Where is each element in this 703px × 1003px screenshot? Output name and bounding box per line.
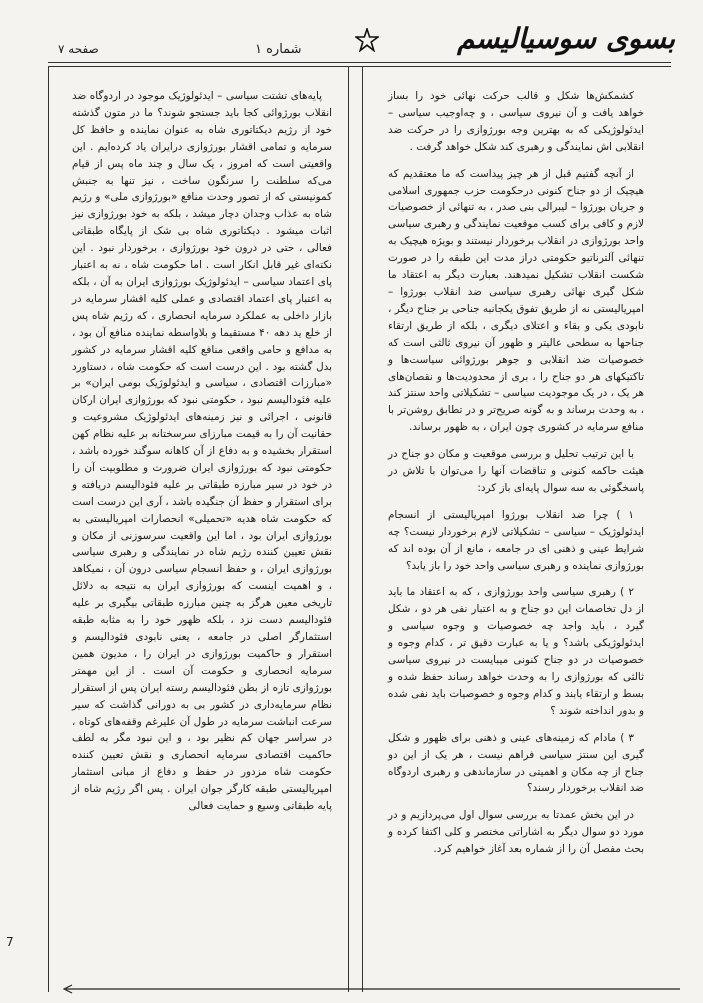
footer-arrow-icon (60, 984, 680, 994)
masthead (355, 22, 675, 66)
question-3: ۳ ) مادام که زمینه‌های عینی و ذهنی برای ظهور و شکل گیری این سنتز سیاسی فراهم نیست ، هر یک از این دو جناح از چه مکان و اهمیتی در سازماندهی و رهبری اردوگاه ضد انقلاب برخوردار رسند؟ (388, 731, 644, 795)
question-1: ۱ ) چرا ضد انقلاب بورژوا امپریالیستی از انسجام ایدئولوژیک – سیاسی – تشکیلاتی لازم برخوردار نیست؟ چه شرایط عینی و ذهنی ای در جامعه ، مانع از آن بوده اند که بورژوازی نماینده و رهبری سیاسی واحد خود را باز یابد؟ (388, 508, 644, 572)
footer-page-number: 7 (6, 935, 14, 949)
left-column (72, 88, 332, 815)
question-2: ۲ ) رهبری سیاسی واحد بورژوازی ، که به اعتقاد ما باید از دل تخاصمات این دو جناح و به اعتبار نفی هر دو ، شکل گیرد ، باید واجد چه خصوصیات و وجوه سیاسی و ایدئولوژیکی باشد؟ و یا به عبارت دقیق تر ، کدام وجوه و خصوصیات در دو جناح کنونی میبایست در نیروی سیاسی ثالثی که بورژوازی را به وحدت خواهد رساند حفظ شده و بسط و ارتقاء یابند و کدام وجوه و خصوصیات باید نفی شده و بدور انداخته شوند ؟ (388, 586, 644, 717)
right-column (388, 88, 644, 868)
paragraph: پایه‌های تشتت سیاسی – ایدئولوژیک موجود در اردوگاه ضد انقلاب بورژوائی کجا باید جستجو شوند؟ ما در متون گذشته خود از رژیم دیکتاتوری شاه به عنوان نماینده و حافظ کل سرمایه و تمامی اقشار بورژوازی درایران یاد کرده‌ایم . این واقعیتی است که امروز ، یک سال و چند ماه پس از قیام می‌که سلطنت را سرنگون ساخت ، نیز تنها به جنبش کمونیستی که از تصور وحدت منافع «بورژوازی ملی» و رژیم شاه به عذاب وجدان دچار میشد ، بلکه به خود بورژوازی نیز اثبات میشود . دیکتاتوری شاه بی شک از پایگاه طبقاتی فعالی ، حتی در درون خود بورژوازی ، برخوردار نبود . این نکته‌ای غیر قابل انکار است . اما حکومت شاه ، نه به اعتبار پای اعتماد سیاسی – ایدئولوژیک بورژوازی ایران به آن ، بلکه به اعتبار پای اعتماد اقتصادی و عملی کلیه اقشار سرمایه در بازار داخلی به عملکرد سرمایه انحصاری ، که رژیم شاه پس از خلع ید دهه ۴۰ مستقیما و بلاواسطه نماینده منافع آن بود ، به مدافع و حامی واقعی منافع کلیه اقشار سرمایه در کشور بدل گشته بود . این درست است که حکومت شاه ، دستاورد «مبارزات اقتصادی ، سیاسی و ایدئولوژیک بومی ایران» بر علیه فئودالیسم نبود ، حکومتی نبود که بورژوازی ایران ارکان قانونی ، اجرائی و نیز زمینه‌های ایدئولوژیک مشروعیت و حقانیت آن را به قیمت مبارزای سرسختانه بر علیه نظام کهن استقرار بخشیده و به دفاع از آن کاهانه سوگند خورده باشد ، حکومتی نبود که بورژوازی ایران ضرورت و مطلوبیت آن را در خود در سیر مبارزه طبقاتی بر علیه فئودالیسم دریافته و برای استقرار و حفظ آن جنگیده باشد ، آری این درست است که حکومت شاه هدیه «تحمیلی» انحصارات امپریالیستی به بورژوازی ایران بود ، اما این واقعیت سرسوزنی از مکان و نقش تعیین کننده رژیم شاه در نمایندگی و رهبری سیاسی بورژوازی ایران ، و حفظ انسجام سیاسی درون آن ، نمیکاهد ، و اهمیت اینست که بورژوازی ایران به نتیجه به دلائل تاریخی معین هرگز به چنین مبارزه طبقاتی بیگیری بر علیه فئودالیسم دست نزد ، بلکه ظهور خود را به مثابه طبقه استثمارگر اصلی در جامعه ، یعنی نابودی فئودالیسم و استقرار و حاکمیت بورژوازی در ایران را ، مدیون همین سرمایه انحصاری و حکومت آن است . از این مهمتر بورژوازی تازه از بطن فئودالیسم رسته ایران پس از استقرار نظام سرمایه‌داری در کشور بی به دورانی گذاشت که سیر سرعت انباشت سرمایه در طول آن علیرغم وقفه‌های کوتاه ، در سراسر جهان کم نظیر بود ، و این نبود مگر به لطف حاکمیت اقتصادی سرمایه انحصاری و نقش تعیین کننده حکومت شاه مزدور در حفظ و دفاع از مبانی استثمار امپریالیستی طبقه کارگر جوان ایران . پس اگر رژیم شاه از پایه طبقاتی وسیع و حمایت فعالی (72, 90, 332, 813)
header-rule (48, 62, 671, 63)
paragraph: کشمکش‌ها شکل و قالب حرکت نهائی خود را بساز خواهد یافت و آن نیروی سیاسی ، و چه‌اوجیب سیاسی – ایدئولوژیکی که به بهترین وجه بورژوازی را در حرکت ضد انقلابی اش نمایندگی و رهبری کند شکل خواهد گرفت . (388, 90, 644, 153)
page-label: صفحه ۷ (58, 42, 99, 56)
masthead-title: بسوی سوسیالیسم (457, 22, 675, 55)
column-divider (348, 66, 349, 992)
column-divider-inner (362, 66, 363, 992)
paragraph: از آنچه گفتیم قبل از هر چیز پیداست که ما معتقدیم که هیچیک از دو جناح کنونی درحکومت حزب جمهوری اسلامی و جریان بورژوا – لیبرالی بنی صدر ، به تنهائی از خصوصیات لازم و کافی برای کسب موقعیت نمایندگی و رهبری سیاسی واحد بورژوازی در انقلاب برخوردار نیستند و بویژه هیچیک به تنهائی آلترناتیو حکومتی دراز مدت این طبقه را در صورت شکست انقلاب تشکیل نمیدهند. بعبارت دیگر به اعتقاد ما شکل گیری نهائی رهبری سیاسی ضد انقلاب بورژوا – امپریالیستی نه از طریق تفوق یکجانبه جناحی بر جناح دیگر ، نابودی یکی و بقاء و اعتلای دیگری ، بلکه از طریق ارتقاء جناحها به سطحی عالیتر و ظهور آن نیروی ثالثی است که خصوصیات ضد انقلابی و جوهر بورژوائی سیاست‌ها و تاکتیکهای هر دو جناح را ، بری از محدودیت‌ها و نقصان‌های هر یک ، در یک موجودیت سیاسی – تشکیلاتی واحد سنتز کند ، به وحدت برساند و به گونه صریح‌تر و در تطابق روشن‌تر با منافع سرمایه در کشوری چون ایران ، به ظهور برساند. (388, 167, 644, 434)
frame-border (48, 66, 49, 992)
star-icon (355, 28, 379, 56)
article-frame (48, 66, 670, 992)
paragraph: در این بخش عمدتا به بررسی سوال اول می‌پردازیم و در مورد دو سوال دیگر به اشاراتی مختصر و کلی اکتفا کرده و بحث مفصل آن را از شماره بعد آغاز خواهیم کرد. (388, 809, 644, 856)
paragraph: با این ترتیب تحلیل و بررسی موقعیت و مکان دو جناح در هیئت حاکمه کنونی و تناقضات آنها را می‌توان با تلاش در پاسخگوئی به سه سوال پایه‌ای باز کرد: (388, 448, 644, 494)
issue-number: شماره ۱ (255, 42, 302, 57)
